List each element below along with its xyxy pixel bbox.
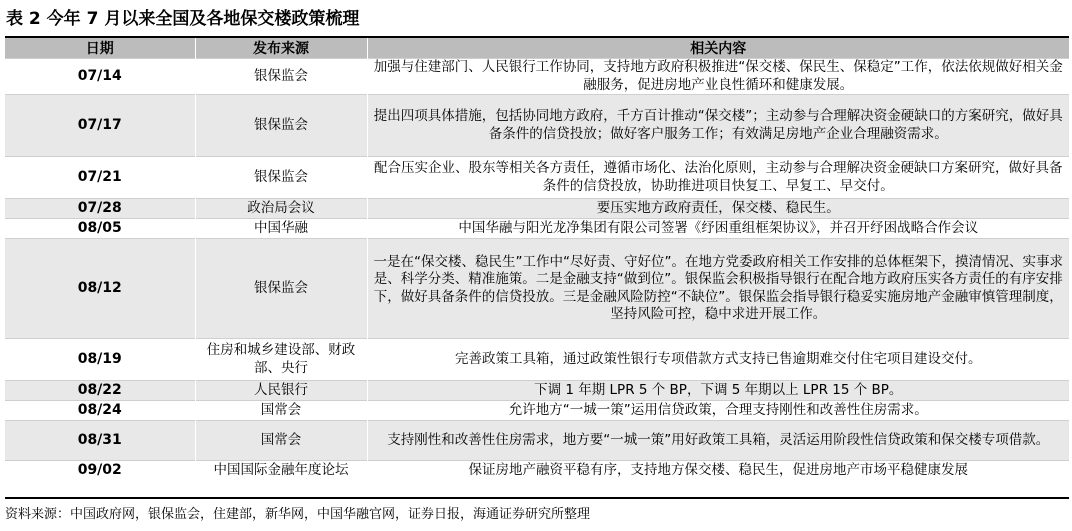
header-row xyxy=(5,38,1069,59)
row-source: 政治局会议 xyxy=(195,199,367,219)
row-source: 银保监会 xyxy=(195,59,367,95)
table-row xyxy=(5,199,1069,219)
table-row xyxy=(5,381,1069,401)
header-content: 相关内容 xyxy=(367,38,1069,59)
row-content: 支持刚性和改善性住房需求，地方要“一城一策”用好政策工具箱，灵活运用阶段性信贷政策和保交楼专项借款。 xyxy=(367,421,1069,461)
header-source: 发布来源 xyxy=(195,38,367,59)
row-content: 配合压实企业、股东等相关各方责任，遵循市场化、法治化原则，主动参与合理解决资金硬缺口方案研究，做好具备条件的信贷投放，协助推进项目快复工、早复工、早交付。 xyxy=(367,157,1069,199)
table-title: 表 2 今年 7 月以来全国及各地保交楼政策梳理 xyxy=(6,9,360,29)
row-source: 国常会 xyxy=(195,421,367,461)
table-row xyxy=(5,239,1069,339)
row-content: 要压实地方政府责任，保交楼、稳民生。 xyxy=(367,199,1069,219)
row-source: 国常会 xyxy=(195,401,367,421)
row-content: 保证房地产融资平稳有序，支持地方保交楼、稳民生，促进房地产市场平稳健康发展 xyxy=(367,461,1069,481)
row-source: 住房和城乡建设部、财政部、央行 xyxy=(195,339,367,381)
source-note: 资料来源：中国政府网，银保监会，住建部，新华网，中国华融官网，证券日报，海通证券研究所整理 xyxy=(5,507,591,522)
row-source: 银保监会 xyxy=(195,157,367,199)
table-row xyxy=(5,59,1069,95)
table-row xyxy=(5,421,1069,461)
row-date: 08/31 xyxy=(5,421,195,461)
row-content: 提出四项具体措施，包括协同地方政府，千方百计推动“保交楼”；主动参与合理解决资金硬缺口的方案研究，做好具备条件的信贷投放；做好客户服务工作；有效满足房地产企业合理融资需求。 xyxy=(367,95,1069,157)
table-row xyxy=(5,219,1069,239)
row-content: 完善政策工具箱，通过政策性银行专项借款方式支持已售逾期难交付住宅项目建设交付。 xyxy=(367,339,1069,381)
row-source: 中国华融 xyxy=(195,219,367,239)
header-date: 日期 xyxy=(5,38,195,59)
row-content: 一是在“保交楼、稳民生”工作中“尽好责、守好位”。在地方党委政府相关工作安排的总体框架下，摸清情况、实事求是、科学分类、精准施策。二是金融支持“做到位”。银保监会积极指导银行在配合地方政府压实各方责任的有序安排下，做好具备条件的信贷投放。三是金融风险防控“不缺位”。银保监会指导银行稳妥实施房地产金融审慎管理制度，坚持风险可控，稳中求进开展工作。 xyxy=(367,239,1069,339)
row-content: 允许地方“一城一策”运用信贷政策，合理支持刚性和改善性住房需求。 xyxy=(367,401,1069,421)
row-content: 中国华融与阳光龙净集团有限公司签署《纾困重组框架协议》，并召开纾困战略合作会议 xyxy=(367,219,1069,239)
row-content: 加强与住建部门、人民银行工作协同，支持地方政府积极推进“保交楼、保民生、保稳定”工作，依法依规做好相关金融服务，促进房地产业良性循环和健康发展。 xyxy=(367,59,1069,95)
row-source: 人民银行 xyxy=(195,381,367,401)
row-date: 08/05 xyxy=(5,219,195,239)
row-source: 中国国际金融年度论坛 xyxy=(195,461,367,481)
row-date: 07/28 xyxy=(5,199,195,219)
row-source: 银保监会 xyxy=(195,239,367,339)
table-row xyxy=(5,461,1069,481)
row-date: 08/19 xyxy=(5,339,195,381)
row-date: 08/12 xyxy=(5,239,195,339)
table-row xyxy=(5,157,1069,199)
row-date: 07/21 xyxy=(5,157,195,199)
row-date: 07/14 xyxy=(5,59,195,95)
row-source: 银保监会 xyxy=(195,95,367,157)
row-date: 08/24 xyxy=(5,401,195,421)
row-date: 09/02 xyxy=(5,461,195,481)
row-date: 08/22 xyxy=(5,381,195,401)
table-row xyxy=(5,401,1069,421)
table-row xyxy=(5,339,1069,381)
row-content: 下调 1 年期 LPR 5 个 BP，下调 5 年期以上 LPR 15 个 BP。 xyxy=(367,381,1069,401)
row-date: 07/17 xyxy=(5,95,195,157)
table-row xyxy=(5,95,1069,157)
policy-table xyxy=(5,38,1069,481)
bottom-rule xyxy=(5,497,1069,499)
